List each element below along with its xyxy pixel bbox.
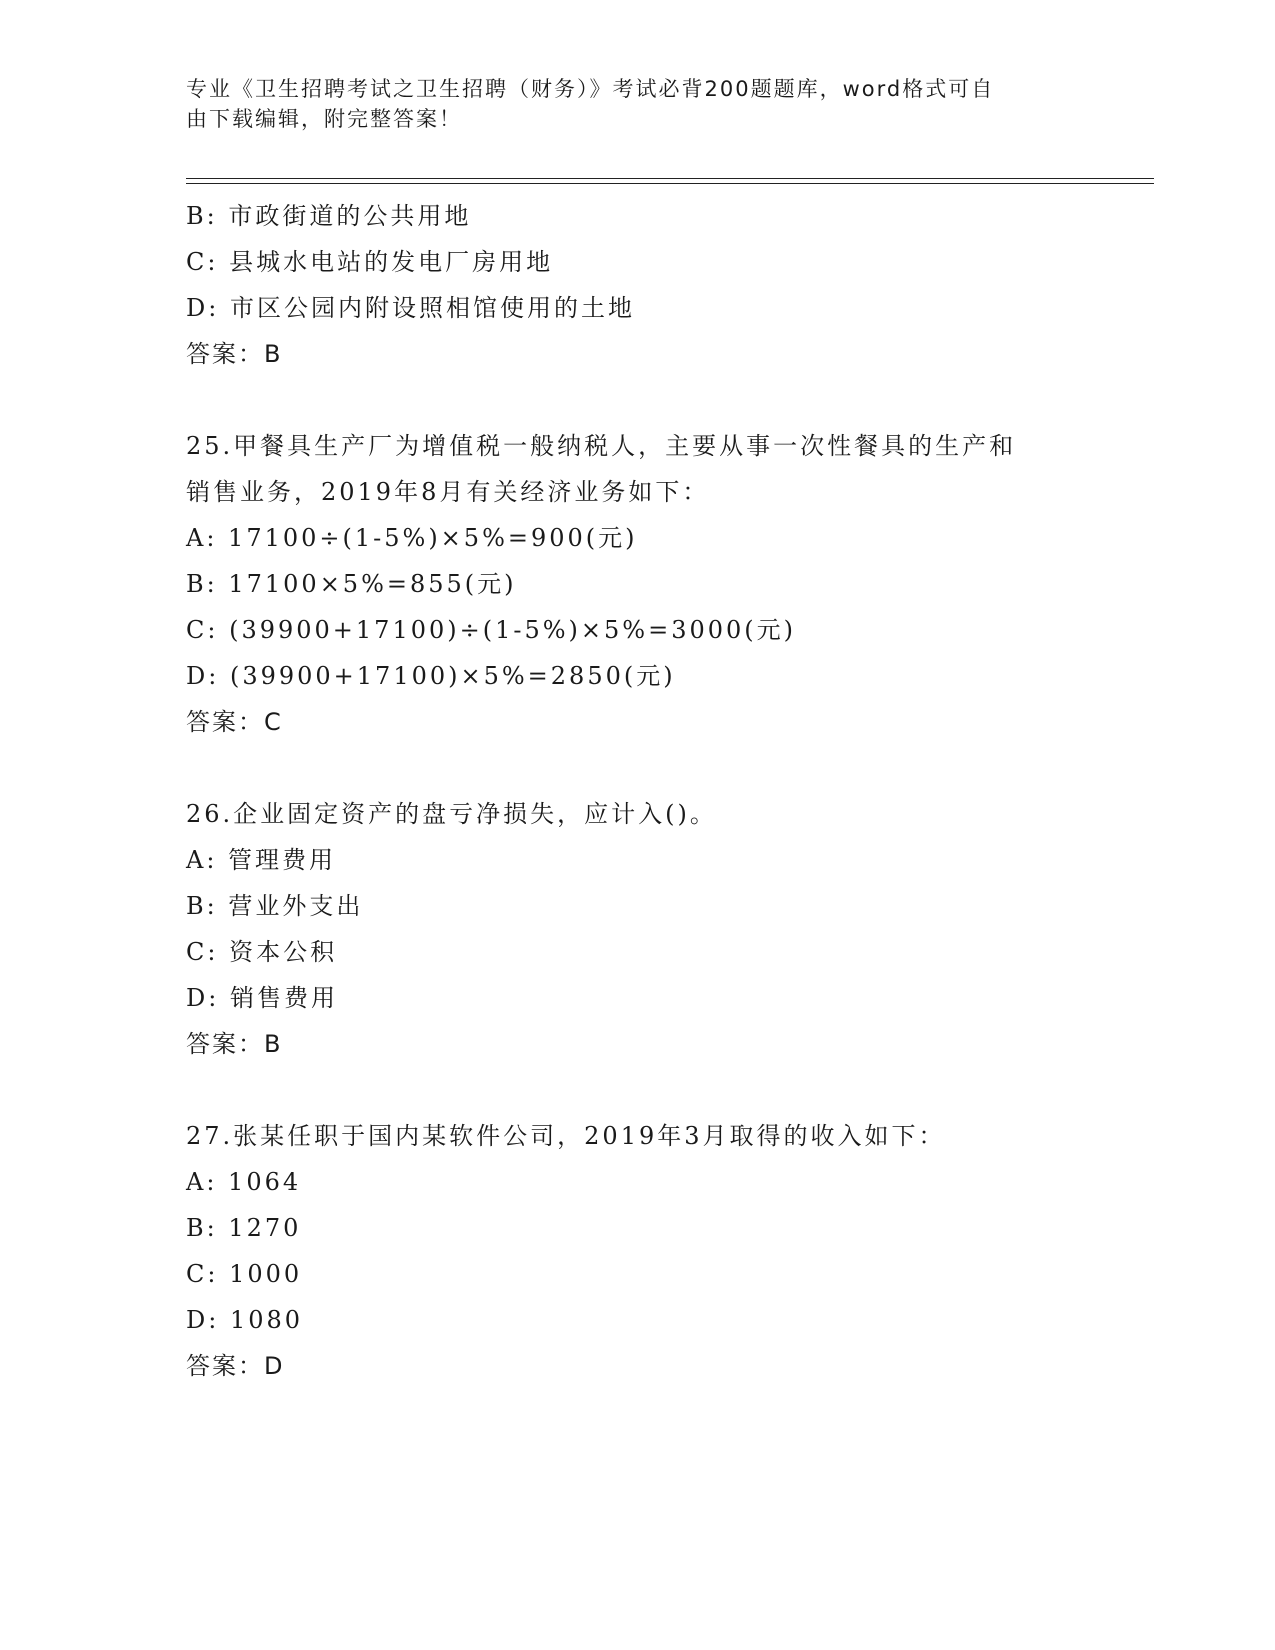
answer-line: 答案：B [186,1030,283,1058]
spacer [186,745,1086,791]
header-line-1: 专业《卫生招聘考试之卫生招聘（财务）》考试必背200题题库，word格式可自 [186,77,995,101]
option-line: D: (39900+17100)×5%=2850(元) [186,662,676,690]
option-line: C: (39900+17100)÷(1-5%)×5%=3000(元) [186,616,796,644]
option-line: B: 1270 [186,1214,302,1242]
spacer [186,377,1086,423]
question-partial [186,193,1086,377]
document-header [186,74,1086,134]
answer-line: 答案：C [186,708,283,736]
option-line: C: 县城水电站的发电厂房用地 [186,248,554,276]
header-divider-bottom [186,183,1154,184]
question-stem: 销售业务，2019年8月有关经济业务如下： [186,478,710,506]
option-line: D: 销售费用 [186,984,338,1012]
option-line: A: 管理费用 [186,846,337,874]
answer-line: 答案：B [186,340,283,368]
option-line: B: 营业外支出 [186,892,364,920]
question-25 [186,423,1086,745]
option-line: C: 1000 [186,1260,303,1288]
option-line: C: 资本公积 [186,938,338,966]
question-27 [186,1113,1086,1389]
option-line: B: 17100×5%=855(元) [186,570,517,598]
answer-line: 答案：D [186,1352,285,1380]
question-26 [186,791,1086,1067]
option-line: A: 17100÷(1-5%)×5%=900(元) [186,524,638,552]
option-line: A: 1064 [186,1168,302,1196]
option-line: D: 1080 [186,1306,304,1334]
question-stem: 25.甲餐具生产厂为增值税一般纳税人，主要从事一次性餐具的生产和 [186,432,1017,460]
question-stem: 27.张某任职于国内某软件公司，2019年3月取得的收入如下： [186,1122,946,1150]
option-line: B: 市政街道的公共用地 [186,202,472,230]
header-line-2: 由下载编辑，附完整答案！ [186,107,462,131]
header-divider-top [186,178,1154,179]
spacer [186,1067,1086,1113]
question-list [186,193,1086,1389]
question-stem: 26.企业固定资产的盘亏净损失，应计入()。 [186,800,717,828]
option-line: D: 市区公园内附设照相馆使用的土地 [186,294,635,322]
